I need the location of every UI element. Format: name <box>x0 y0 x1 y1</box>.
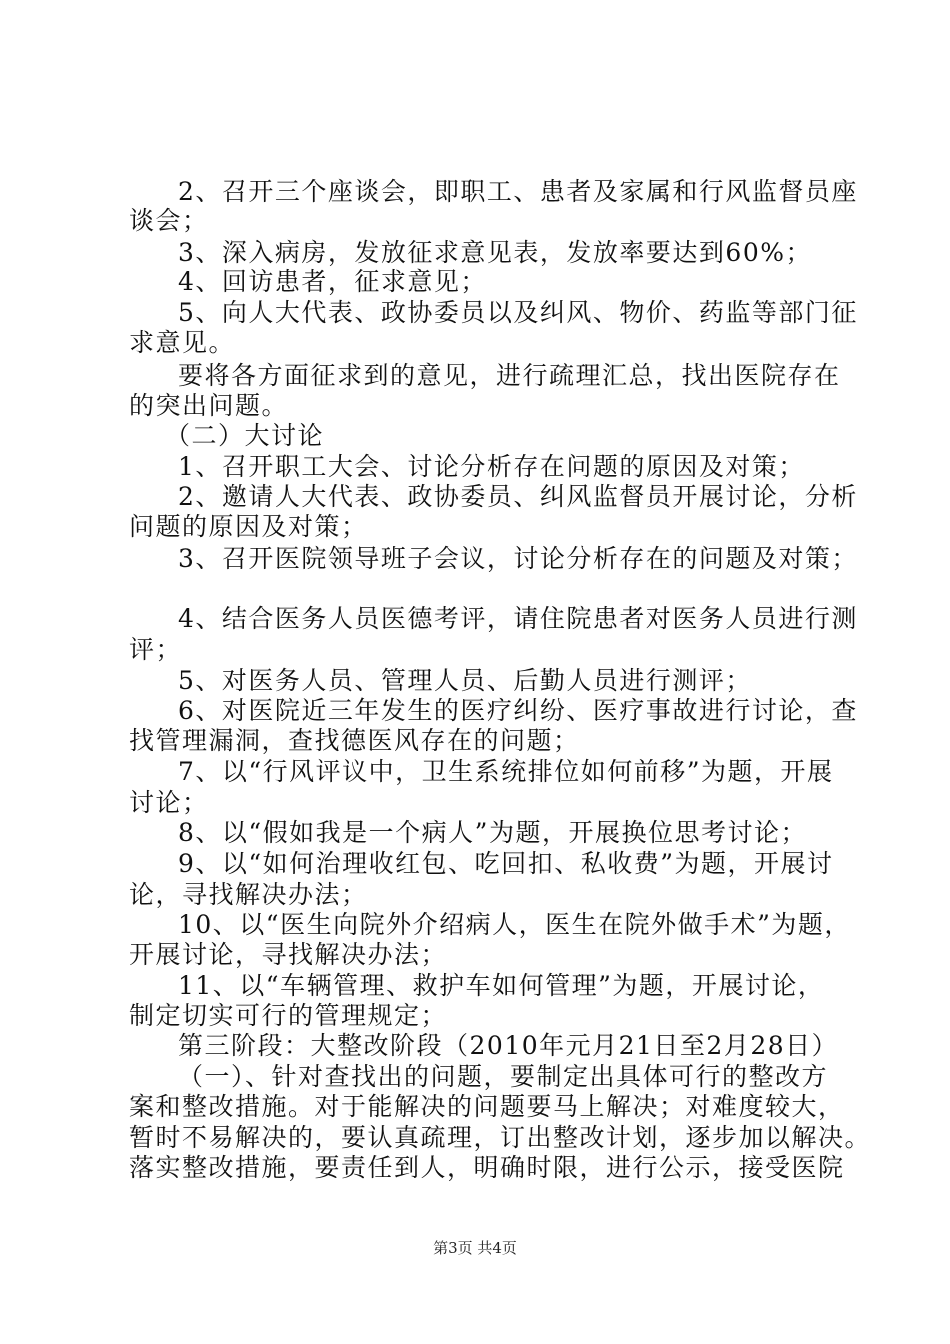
paragraph-line: 制定切实可行的管理规定； <box>129 1001 448 1030</box>
paragraph-line: 2、邀请人大代表、政协委员、纠风监督员开展讨论，分析 <box>178 482 858 511</box>
page-number-footer: 第3页 共4页 <box>433 1239 517 1257</box>
paragraph-line: 谈会； <box>129 206 209 235</box>
paragraph-line: 的突出问题。 <box>129 391 289 420</box>
paragraph-line: 要将各方面征求到的意见，进行疏理汇总，找出医院存在 <box>178 361 841 390</box>
section-heading: （二）大讨论 <box>165 421 325 450</box>
paragraph-line: 9、以“如何治理收红包、吃回扣、私收费”为题，开展讨 <box>178 849 834 878</box>
paragraph-line: 落实整改措施，要责任到人，明确时限，进行公示，接受医院 <box>129 1153 845 1182</box>
paragraph-line: 6、对医院近三年发生的医疗纠纷、医疗事故进行讨论，查 <box>178 696 858 725</box>
paragraph-line: （一）、针对查找出的问题，要制定出具体可行的整改方 <box>178 1062 829 1091</box>
paragraph-line: 2、召开三个座谈会，即职工、患者及家属和行风监督员座 <box>178 177 858 206</box>
paragraph-line: 5、对医务人员、管理人员、后勤人员进行测评； <box>178 666 752 695</box>
paragraph-line: 找管理漏洞，查找德医风存在的问题； <box>129 726 580 755</box>
paragraph-line: 4、结合医务人员医德考评，请住院患者对医务人员进行测 <box>178 604 858 633</box>
paragraph-line: 暂时不易解决的，要认真疏理，订出整改计划，逐步加以解决。 <box>129 1123 872 1152</box>
paragraph-line: 1、召开职工大会、讨论分析存在问题的原因及对策； <box>178 452 805 481</box>
paragraph-line: 11、以“车辆管理、救护车如何管理”为题，开展讨论， <box>178 971 825 1000</box>
paragraph-line: 3、召开医院领导班子会议，讨论分析存在的问题及对策； <box>178 544 858 573</box>
paragraph-line: 7、以“行风评议中，卫生系统排位如何前移”为题，开展 <box>178 757 834 786</box>
paragraph-line: 开展讨论，寻找解决办法； <box>129 940 448 969</box>
paragraph-line: 3、深入病房，发放征求意见表，发放率要达到60%； <box>178 238 812 267</box>
paragraph-line: 4、回访患者，征求意见； <box>178 267 487 296</box>
paragraph-line: 求意见。 <box>129 328 236 357</box>
paragraph-line: 讨论； <box>129 788 209 817</box>
paragraph-line: 案和整改措施。对于能解决的问题要马上解决；对难度较大， <box>129 1092 845 1121</box>
paragraph-line: 8、以“假如我是一个病人”为题，开展换位思考讨论； <box>178 818 807 847</box>
paragraph-line: 评； <box>129 635 183 664</box>
paragraph-line: 5、向人大代表、政协委员以及纠风、物价、药监等部门征 <box>178 298 858 327</box>
stage-heading: 第三阶段：大整改阶段（2010年元月21日至2月28日） <box>178 1031 839 1060</box>
paragraph-line: 论，寻找解决办法； <box>129 880 368 909</box>
paragraph-line: 问题的原因及对策； <box>129 512 368 541</box>
paragraph-line: 10、以“医生向院外介绍病人，医生在院外做手术”为题， <box>178 910 851 939</box>
